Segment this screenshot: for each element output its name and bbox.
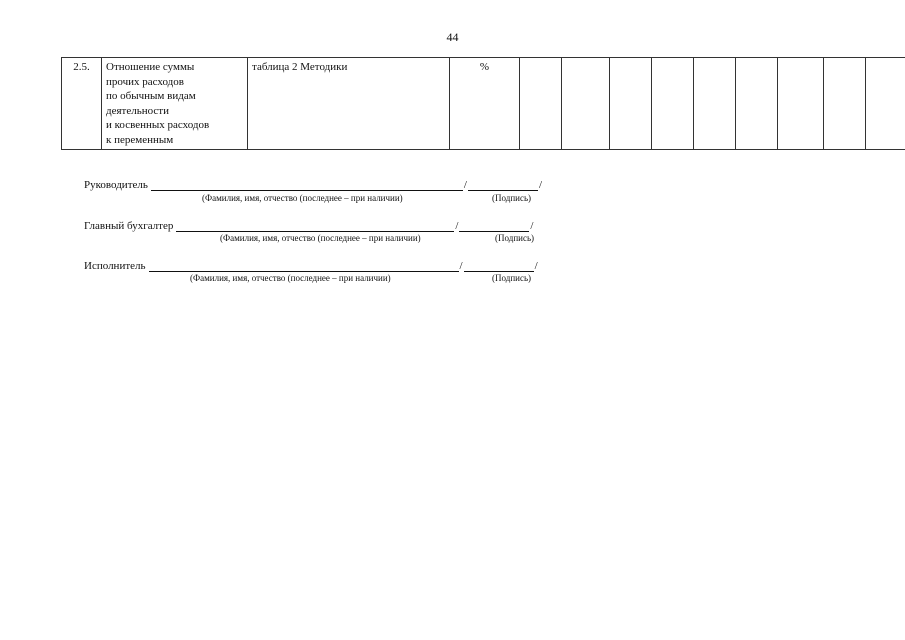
indicator-name-cell: Отношение суммы прочих расходов по обычным видам деятельности и косвенных расходов к переменным	[102, 58, 248, 150]
value-cell	[778, 58, 824, 150]
value-cell	[866, 58, 905, 150]
separator: /	[534, 260, 538, 272]
signature-label: Главный бухгалтер	[84, 220, 174, 232]
indicators-table	[61, 57, 905, 150]
name-hint: (Фамилия, имя, отчество (последнее – при наличии)	[220, 233, 421, 243]
signature-line	[459, 221, 529, 232]
name-hint: (Фамилия, имя, отчество (последнее – при наличии)	[190, 273, 391, 283]
table-row	[62, 58, 905, 150]
name-line	[151, 180, 463, 191]
value-cell	[694, 58, 736, 150]
separator: /	[455, 220, 459, 232]
signature-executor	[84, 258, 539, 272]
signature-label: Руководитель	[84, 179, 148, 191]
separator: /	[538, 179, 543, 191]
value-cell	[520, 58, 562, 150]
unit-cell: %	[450, 58, 520, 150]
signature-manager	[84, 177, 543, 191]
signature-label: Исполнитель	[84, 260, 146, 272]
separator: /	[463, 179, 467, 191]
separator: /	[459, 260, 463, 272]
page-number: 44	[446, 30, 459, 44]
value-cell	[824, 58, 866, 150]
value-cell	[736, 58, 778, 150]
name-hint: (Фамилия, имя, отчество (последнее – при наличии)	[202, 193, 403, 203]
source-cell: таблица 2 Методики	[248, 58, 450, 150]
value-cell	[610, 58, 652, 150]
signature-chief-accountant	[84, 218, 534, 232]
name-line	[176, 221, 454, 232]
sign-hint: (Подпись)	[495, 233, 535, 243]
sign-hint: (Подпись)	[492, 273, 532, 283]
signature-line	[464, 261, 534, 272]
value-cell	[562, 58, 610, 150]
row-number-cell: 2.5.	[62, 58, 102, 150]
sign-hint: (Подпись)	[492, 193, 532, 203]
separator: /	[530, 220, 534, 232]
name-line	[149, 261, 459, 272]
value-cell	[652, 58, 694, 150]
signature-line	[468, 180, 538, 191]
